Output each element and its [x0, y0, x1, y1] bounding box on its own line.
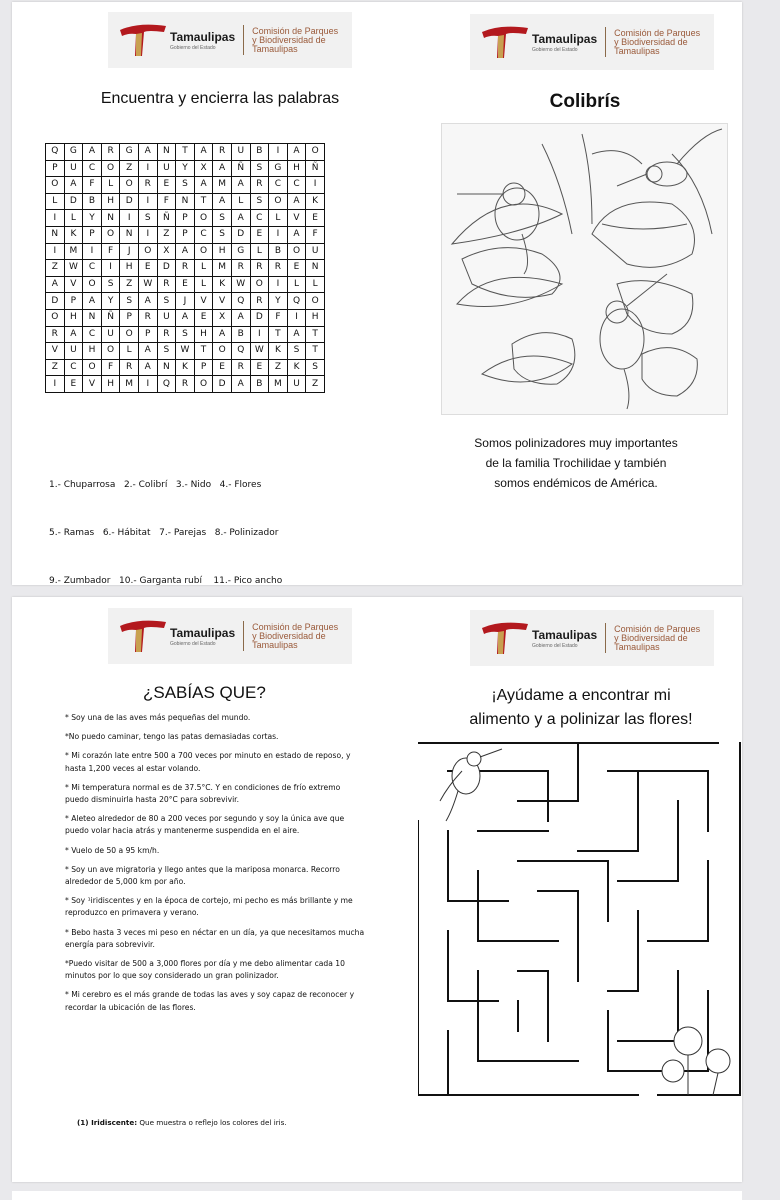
- grid-cell[interactable]: A: [194, 177, 213, 194]
- grid-cell[interactable]: A: [287, 193, 306, 210]
- grid-cell[interactable]: R: [213, 144, 232, 161]
- grid-cell[interactable]: V: [213, 293, 232, 310]
- grid-cell[interactable]: J: [120, 243, 139, 260]
- grid-cell[interactable]: U: [231, 144, 250, 161]
- grid-cell[interactable]: S: [250, 193, 269, 210]
- tamaulipas-mark-icon: [480, 618, 530, 658]
- grid-cell[interactable]: Y: [269, 293, 288, 310]
- grid-cell[interactable]: P: [176, 210, 195, 227]
- grid-cell[interactable]: V: [46, 343, 65, 360]
- word-list-line: 1.- Chuparrosa 2.- Colibrí 3.- Nido 4.- Flores: [49, 480, 262, 490]
- grid-cell[interactable]: A: [213, 193, 232, 210]
- grid-cell[interactable]: I: [46, 210, 65, 227]
- grid-cell[interactable]: B: [250, 376, 269, 393]
- grid-cell[interactable]: C: [287, 177, 306, 194]
- grid-cell[interactable]: D: [64, 193, 83, 210]
- hummingbirds-flowers-illustration: [441, 123, 728, 415]
- grid-cell[interactable]: C: [83, 160, 102, 177]
- grid-cell[interactable]: U: [306, 243, 325, 260]
- fact-item: * Soy un ave migratoria y llego antes que la mariposa monarca. Recorro alrededor de 5,000 km por año.: [65, 864, 340, 887]
- grid-cell[interactable]: P: [64, 293, 83, 310]
- grid-cell[interactable]: E: [213, 359, 232, 376]
- grid-cell[interactable]: E: [250, 359, 269, 376]
- grid-row: [46, 343, 325, 360]
- grid-cell[interactable]: U: [157, 160, 176, 177]
- grid-cell[interactable]: G: [64, 144, 83, 161]
- fact-item: * Vuelo de 50 a 95 km/h.: [65, 845, 160, 855]
- grid-cell[interactable]: T: [176, 144, 195, 161]
- grid-cell[interactable]: A: [176, 243, 195, 260]
- grid-cell[interactable]: H: [120, 260, 139, 277]
- grid-cell[interactable]: J: [176, 293, 195, 310]
- grid-cell[interactable]: D: [231, 226, 250, 243]
- grid-cell[interactable]: U: [157, 309, 176, 326]
- grid-cell[interactable]: V: [287, 210, 306, 227]
- grid-cell[interactable]: L: [101, 177, 120, 194]
- colibris-title: Colibrís: [549, 91, 621, 112]
- grid-cell[interactable]: I: [287, 309, 306, 326]
- grid-cell[interactable]: O: [46, 309, 65, 326]
- grid-cell[interactable]: E: [157, 177, 176, 194]
- grid-cell[interactable]: S: [306, 359, 325, 376]
- maze-title: ¡Ayúdame a encontrar mi alimento y a polinizar las flores!: [469, 687, 693, 728]
- tamaulipas-logo: [470, 14, 714, 70]
- grid-cell[interactable]: S: [287, 343, 306, 360]
- grid-cell[interactable]: Z: [46, 359, 65, 376]
- grid-cell[interactable]: O: [101, 343, 120, 360]
- grid-cell[interactable]: O: [194, 243, 213, 260]
- wordsearch-title: Encuentra y encierra las palabras: [100, 90, 340, 107]
- grid-cell[interactable]: Z: [120, 160, 139, 177]
- grid-cell[interactable]: O: [213, 343, 232, 360]
- grid-cell[interactable]: E: [250, 226, 269, 243]
- grid-cell[interactable]: F: [269, 309, 288, 326]
- grid-cell[interactable]: S: [101, 276, 120, 293]
- grid-cell[interactable]: Ñ: [306, 160, 325, 177]
- grid-row: [46, 326, 325, 343]
- grid-cell[interactable]: Z: [46, 260, 65, 277]
- grid-cell[interactable]: K: [64, 226, 83, 243]
- grid-cell[interactable]: A: [231, 177, 250, 194]
- grid-row: [46, 160, 325, 177]
- grid-cell[interactable]: F: [83, 177, 102, 194]
- grid-cell[interactable]: R: [157, 326, 176, 343]
- grid-cell[interactable]: Z: [120, 276, 139, 293]
- grid-cell[interactable]: B: [231, 326, 250, 343]
- grid-cell[interactable]: F: [306, 226, 325, 243]
- fact-item: * Aleteo alrededor de 80 a 200 veces por segundo y soy la única ave que puedo volar hacia atrás y mantenerme suspendida en el aire.: [65, 814, 345, 836]
- grid-cell[interactable]: E: [176, 276, 195, 293]
- grid-cell[interactable]: D: [213, 376, 232, 393]
- grid-cell[interactable]: N: [120, 226, 139, 243]
- fact-item: * Mi temperatura normal es de 37.5°C. Y en condiciones de frío extremo puedo disminuirla hasta 20°C para sobrevivir.: [65, 782, 341, 805]
- grid-cell[interactable]: B: [83, 193, 102, 210]
- grid-cell[interactable]: A: [213, 160, 232, 177]
- grid-cell[interactable]: S: [250, 160, 269, 177]
- grid-cell[interactable]: C: [83, 326, 102, 343]
- grid-cell[interactable]: R: [101, 144, 120, 161]
- grid-cell[interactable]: L: [46, 193, 65, 210]
- grid-cell[interactable]: O: [306, 293, 325, 310]
- grid-cell[interactable]: C: [269, 177, 288, 194]
- brand-name: Tamaulipas Gobierno del Estado: [532, 31, 598, 53]
- grid-cell[interactable]: C: [64, 359, 83, 376]
- grid-cell[interactable]: W: [176, 343, 195, 360]
- grid-row: [46, 359, 325, 376]
- grid-cell[interactable]: A: [287, 144, 306, 161]
- grid-cell[interactable]: P: [83, 226, 102, 243]
- grid-cell[interactable]: M: [213, 177, 232, 194]
- grid-cell[interactable]: L: [120, 343, 139, 360]
- grid-cell[interactable]: H: [64, 309, 83, 326]
- fact-item: *No puedo caminar, tengo las patas demasiadas cortas.: [65, 732, 279, 742]
- grid-cell[interactable]: H: [306, 309, 325, 326]
- grid-cell[interactable]: I: [250, 326, 269, 343]
- grid-cell[interactable]: A: [138, 343, 157, 360]
- grid-cell[interactable]: P: [176, 226, 195, 243]
- grid-cell[interactable]: A: [231, 376, 250, 393]
- word-list-line: 5.- Ramas 6.- Hábitat 7.- Parejas 8.- Polinizador: [49, 528, 279, 538]
- word-list-line: 9.- Zumbador 10.- Garganta rubí 11.- Pico ancho: [49, 576, 283, 586]
- grid-cell[interactable]: G: [231, 243, 250, 260]
- grid-cell[interactable]: S: [157, 343, 176, 360]
- pollinator-line: Somos polinizadores muy importantes: [474, 436, 678, 450]
- grid-cell[interactable]: H: [101, 193, 120, 210]
- grid-cell[interactable]: O: [269, 193, 288, 210]
- grid-cell[interactable]: W: [231, 276, 250, 293]
- facts-list: [65, 712, 365, 1021]
- grid-cell[interactable]: N: [83, 309, 102, 326]
- grid-cell[interactable]: Q: [46, 144, 65, 161]
- grid-cell[interactable]: K: [269, 343, 288, 360]
- fact-item: * Bebo hasta 3 veces mi peso en néctar en un día, ya que necesitamos mucha energía para sobrevivir.: [65, 927, 365, 949]
- grid-cell[interactable]: N: [176, 193, 195, 210]
- grid-cell[interactable]: W: [64, 260, 83, 277]
- grid-cell[interactable]: H: [101, 376, 120, 393]
- grid-cell[interactable]: P: [138, 326, 157, 343]
- grid-cell[interactable]: Z: [269, 359, 288, 376]
- grid-cell[interactable]: I: [269, 226, 288, 243]
- grid-cell[interactable]: P: [46, 160, 65, 177]
- grid-cell[interactable]: C: [250, 210, 269, 227]
- grid-cell[interactable]: M: [64, 243, 83, 260]
- grid-cell[interactable]: D: [120, 193, 139, 210]
- grid-cell[interactable]: O: [138, 243, 157, 260]
- grid-cell[interactable]: S: [120, 293, 139, 310]
- grid-cell[interactable]: U: [64, 160, 83, 177]
- grid-cell[interactable]: M: [120, 376, 139, 393]
- page-3-edge: [12, 1191, 742, 1200]
- grid-cell[interactable]: X: [194, 160, 213, 177]
- grid-cell[interactable]: A: [83, 144, 102, 161]
- grid-cell[interactable]: R: [157, 276, 176, 293]
- tamaulipas-logo: [108, 608, 352, 664]
- grid-cell[interactable]: A: [64, 326, 83, 343]
- grid-cell[interactable]: K: [306, 193, 325, 210]
- grid-cell[interactable]: T: [306, 326, 325, 343]
- grid-cell[interactable]: I: [46, 376, 65, 393]
- grid-cell[interactable]: O: [83, 276, 102, 293]
- grid-cell[interactable]: O: [83, 359, 102, 376]
- grid-cell[interactable]: I: [269, 144, 288, 161]
- fact-item: *Puedo visitar de 500 a 3,000 flores por día y me debo alimentar cada 10 minutos por lo que soy considerado un gran polinizador.: [65, 959, 345, 981]
- grid-cell[interactable]: R: [269, 260, 288, 277]
- grid-cell[interactable]: D: [250, 309, 269, 326]
- grid-cell[interactable]: A: [64, 177, 83, 194]
- grid-cell[interactable]: O: [194, 376, 213, 393]
- sabias-que-title: ¿SABÍAS QUE?: [143, 683, 266, 702]
- grid-cell[interactable]: A: [46, 276, 65, 293]
- grid-cell[interactable]: I: [83, 243, 102, 260]
- grid-cell[interactable]: Q: [231, 293, 250, 310]
- grid-cell[interactable]: Ñ: [101, 309, 120, 326]
- grid-cell[interactable]: A: [176, 309, 195, 326]
- grid-cell[interactable]: H: [213, 243, 232, 260]
- grid-cell[interactable]: R: [176, 376, 195, 393]
- pollinator-line: de la familia Trochilidae y también: [485, 456, 667, 470]
- grid-row: [46, 226, 325, 243]
- grid-cell[interactable]: S: [213, 210, 232, 227]
- grid-cell[interactable]: R: [250, 293, 269, 310]
- grid-row: [46, 210, 325, 227]
- brand-name: Tamaulipas Gobierno del Estado: [170, 625, 236, 647]
- grid-cell[interactable]: L: [269, 210, 288, 227]
- grid-cell[interactable]: T: [269, 326, 288, 343]
- grid-cell[interactable]: F: [101, 359, 120, 376]
- grid-cell[interactable]: A: [83, 293, 102, 310]
- grid-cell[interactable]: N: [101, 210, 120, 227]
- grid-cell[interactable]: S: [176, 177, 195, 194]
- grid-cell[interactable]: E: [306, 210, 325, 227]
- grid-cell[interactable]: Z: [157, 226, 176, 243]
- grid-cell[interactable]: M: [269, 376, 288, 393]
- grid-cell[interactable]: P: [120, 309, 139, 326]
- grid-cell[interactable]: V: [64, 276, 83, 293]
- grid-cell[interactable]: L: [250, 243, 269, 260]
- grid-cell[interactable]: I: [138, 376, 157, 393]
- grid-cell[interactable]: O: [46, 177, 65, 194]
- grid-cell[interactable]: O: [306, 144, 325, 161]
- commission-name: Comisión de Parques y Biodiversidad de Tamaulipas: [614, 27, 701, 56]
- grid-cell[interactable]: L: [194, 276, 213, 293]
- grid-cell[interactable]: K: [213, 276, 232, 293]
- pollinator-line: somos endémicos de América.: [494, 476, 658, 490]
- grid-cell[interactable]: O: [101, 226, 120, 243]
- grid-cell[interactable]: R: [138, 309, 157, 326]
- grid-row: [46, 144, 325, 161]
- grid-row: [46, 293, 325, 310]
- grid-cell[interactable]: H: [287, 160, 306, 177]
- grid-cell[interactable]: A: [138, 359, 157, 376]
- grid-cell[interactable]: A: [138, 144, 157, 161]
- grid-cell[interactable]: S: [138, 210, 157, 227]
- grid-row: [46, 276, 325, 293]
- grid-cell[interactable]: R: [138, 177, 157, 194]
- grid-cell[interactable]: Y: [83, 210, 102, 227]
- grid-cell[interactable]: A: [194, 144, 213, 161]
- grid-cell[interactable]: R: [176, 260, 195, 277]
- grid-cell[interactable]: X: [157, 243, 176, 260]
- grid-row: [46, 376, 325, 393]
- grid-cell[interactable]: S: [176, 326, 195, 343]
- grid-cell[interactable]: O: [194, 210, 213, 227]
- grid-cell[interactable]: I: [138, 226, 157, 243]
- grid-cell[interactable]: D: [46, 293, 65, 310]
- grid-cell[interactable]: V: [83, 376, 102, 393]
- grid-cell[interactable]: F: [157, 193, 176, 210]
- grid-cell[interactable]: M: [213, 260, 232, 277]
- grid-cell[interactable]: I: [138, 193, 157, 210]
- grid-cell[interactable]: N: [157, 144, 176, 161]
- grid-cell[interactable]: T: [194, 343, 213, 360]
- grid-row: [46, 177, 325, 194]
- grid-cell[interactable]: P: [194, 359, 213, 376]
- grid-cell[interactable]: Q: [231, 343, 250, 360]
- grid-cell[interactable]: E: [64, 376, 83, 393]
- grid-cell[interactable]: O: [101, 160, 120, 177]
- grid-cell[interactable]: V: [194, 293, 213, 310]
- grid-cell[interactable]: I: [46, 243, 65, 260]
- grid-cell[interactable]: I: [138, 160, 157, 177]
- maze-puzzle[interactable]: [418, 741, 742, 1097]
- grid-cell[interactable]: E: [138, 260, 157, 277]
- grid-cell[interactable]: E: [194, 309, 213, 326]
- tamaulipas-mark-icon: [118, 20, 168, 60]
- tamaulipas-mark-icon: [118, 616, 168, 656]
- grid-cell[interactable]: Z: [306, 376, 325, 393]
- grid-cell[interactable]: H: [194, 326, 213, 343]
- grid-cell[interactable]: R: [46, 326, 65, 343]
- grid-cell[interactable]: A: [231, 309, 250, 326]
- grid-row: [46, 243, 325, 260]
- grid-cell[interactable]: N: [157, 359, 176, 376]
- grid-cell[interactable]: L: [231, 193, 250, 210]
- grid-cell[interactable]: C: [83, 260, 102, 277]
- grid-cell[interactable]: O: [120, 177, 139, 194]
- grid-row: [46, 193, 325, 210]
- fact-item: * Mi cerebro es el más grande de todas las aves y soy capaz de reconocer y recordar la ubicación de las flores.: [65, 990, 355, 1012]
- grid-cell[interactable]: L: [64, 210, 83, 227]
- grid-cell[interactable]: O: [287, 243, 306, 260]
- grid-cell[interactable]: Q: [287, 293, 306, 310]
- grid-cell[interactable]: Ñ: [231, 160, 250, 177]
- tamaulipas-mark-icon: [480, 22, 530, 62]
- grid-cell[interactable]: K: [176, 359, 195, 376]
- pollinator-text: [426, 433, 726, 493]
- grid-cell[interactable]: R: [231, 359, 250, 376]
- grid-cell[interactable]: S: [157, 293, 176, 310]
- grid-cell[interactable]: U: [101, 326, 120, 343]
- grid-cell[interactable]: I: [120, 210, 139, 227]
- grid-cell[interactable]: B: [250, 144, 269, 161]
- grid-cell[interactable]: F: [101, 243, 120, 260]
- grid-cell[interactable]: L: [194, 260, 213, 277]
- grid-row: [46, 309, 325, 326]
- grid-cell[interactable]: U: [287, 376, 306, 393]
- grid-cell[interactable]: A: [231, 210, 250, 227]
- grid-cell[interactable]: U: [64, 343, 83, 360]
- grid-cell[interactable]: I: [101, 260, 120, 277]
- grid-cell[interactable]: T: [194, 193, 213, 210]
- grid-cell[interactable]: S: [213, 226, 232, 243]
- commission-name: Comisión de Parques y Biodiversidad de Tamaulipas: [614, 623, 701, 652]
- commission-name: Comisión de Parques y Biodiversidad de Tamaulipas: [252, 621, 339, 650]
- grid-cell[interactable]: X: [213, 309, 232, 326]
- brand-name: Tamaulipas Gobierno del Estado: [170, 29, 236, 51]
- grid-cell[interactable]: L: [287, 276, 306, 293]
- grid-cell[interactable]: C: [194, 226, 213, 243]
- tamaulipas-logo: [470, 610, 714, 666]
- grid-cell[interactable]: Q: [157, 376, 176, 393]
- grid-cell[interactable]: Ñ: [157, 210, 176, 227]
- grid-cell[interactable]: O: [120, 326, 139, 343]
- grid-cell[interactable]: I: [306, 177, 325, 194]
- grid-cell[interactable]: T: [306, 343, 325, 360]
- grid-cell[interactable]: H: [83, 343, 102, 360]
- grid-cell[interactable]: R: [250, 177, 269, 194]
- grid-cell[interactable]: R: [250, 260, 269, 277]
- grid-cell[interactable]: K: [287, 359, 306, 376]
- grid-cell[interactable]: Y: [101, 293, 120, 310]
- grid-row: [46, 260, 325, 277]
- grid-cell[interactable]: R: [120, 359, 139, 376]
- commission-name: Comisión de Parques y Biodiversidad de Tamaulipas: [252, 25, 339, 54]
- grid-cell[interactable]: B: [269, 243, 288, 260]
- footnote: (1) Iridiscente: Que muestra o reflejo los colores del iris.: [77, 1118, 287, 1127]
- fact-item: * Soy ¹iridiscentes y en la época de cortejo, mi pecho es más brillante y me reproduzco en primavera y verano.: [65, 896, 353, 918]
- grid-cell[interactable]: A: [287, 226, 306, 243]
- grid-cell[interactable]: N: [306, 260, 325, 277]
- grid-cell[interactable]: W: [138, 276, 157, 293]
- grid-cell[interactable]: R: [231, 260, 250, 277]
- grid-cell[interactable]: L: [306, 276, 325, 293]
- brand-name: Tamaulipas Gobierno del Estado: [532, 627, 598, 649]
- grid-cell[interactable]: G: [269, 160, 288, 177]
- fact-item: * Mi corazón late entre 500 a 700 veces por minuto en estado de reposo, y hasta 1,200 veces al estar volando.: [65, 751, 351, 773]
- word-list: [49, 445, 282, 605]
- grid-cell[interactable]: O: [250, 276, 269, 293]
- fact-item: * Soy una de las aves más pequeñas del mundo.: [65, 713, 251, 722]
- grid-cell[interactable]: W: [250, 343, 269, 360]
- grid-cell[interactable]: D: [157, 260, 176, 277]
- tamaulipas-logo: [108, 12, 352, 68]
- grid-cell[interactable]: E: [287, 260, 306, 277]
- grid-cell[interactable]: G: [120, 144, 139, 161]
- grid-cell[interactable]: A: [138, 293, 157, 310]
- grid-cell[interactable]: N: [46, 226, 65, 243]
- grid-cell[interactable]: A: [287, 326, 306, 343]
- grid-cell[interactable]: A: [213, 326, 232, 343]
- grid-cell[interactable]: I: [269, 276, 288, 293]
- wordsearch-grid[interactable]: [45, 143, 325, 393]
- grid-cell[interactable]: Y: [176, 160, 195, 177]
